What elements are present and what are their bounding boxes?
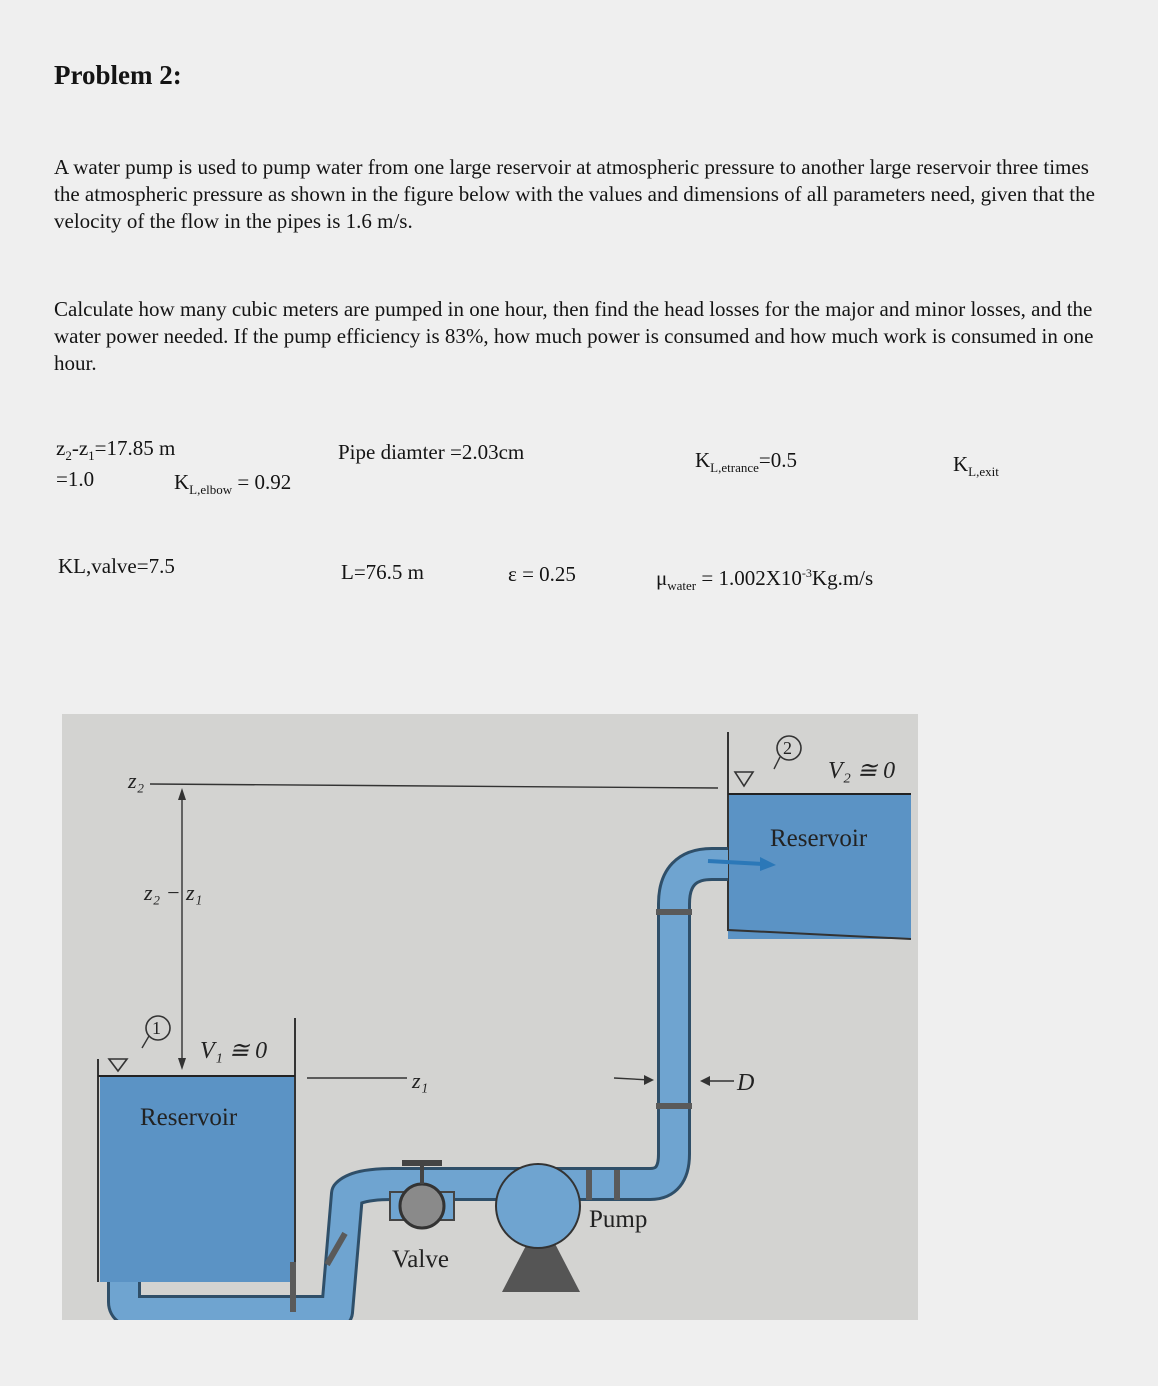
problem-question: Calculate how many cubic meters are pumped in one hour, then find the head losses for the major and minor losses, and the water power needed. If the pump efficiency is 83%, how much power is consumed and how much work is consumed in one hour. [54,297,1094,375]
flange [614,1170,620,1200]
valve-disc [400,1184,444,1228]
given-viscosity: $\mu_{water} = 1.002X10^{-3}Kg.m/s$ [656,566,874,593]
given-roughness: ε = 0.25 [508,562,576,586]
diameter-label: D [737,1070,755,1096]
flange [656,1103,692,1109]
flange [586,1170,592,1200]
v1-label: V₁ ≅ 0 [200,1038,268,1064]
point-2-label: 2 [783,738,792,758]
given-k-elbow: $K_{L,elbow} = 0.92$ [174,470,292,497]
flange [656,909,692,915]
given-k-entrance: $K_{L,etrance}=0.5$ [695,448,797,475]
given-alpha: =1.0 [56,467,95,491]
right-reservoir-water [728,794,911,939]
problem-heading: Problem 2: [54,60,182,90]
valve-handle [402,1160,442,1166]
pump-label: Pump [589,1206,648,1233]
z2-minus-z1-label: z₂ − z₁ [144,880,203,905]
left-reservoir-label: Reservoir [140,1104,238,1131]
pump-system-figure [62,714,918,1320]
problem-statement: A water pump is used to pump water from one large reservoir at atmospheric pressure to another large reservoir three times the atmospheric pressure as shown in the figure below with the values and dimensions of all parameters need, given that the velocity of the flow in the pipes is 1.6 m/s. [54,155,1095,233]
point-1-label: 1 [152,1018,161,1038]
given-k-valve: KL,valve=7.5 [58,554,175,578]
pump-casing [496,1164,580,1248]
right-reservoir-label: Reservoir [770,825,868,852]
given-z-difference: $z_2-z_1=17.85$ m [56,436,176,463]
given-pipe-diameter: Pipe diamter =2.03cm [338,440,525,464]
v2-label: V₂ ≅ 0 [828,758,896,784]
z2-label: z₂ [128,768,145,793]
flange [290,1262,296,1312]
z1-label: z₁ [412,1068,429,1093]
given-length: L=76.5 m [341,560,425,584]
given-k-exit: $K_{L,exit}$ [953,452,999,479]
valve-label: Valve [392,1246,449,1273]
